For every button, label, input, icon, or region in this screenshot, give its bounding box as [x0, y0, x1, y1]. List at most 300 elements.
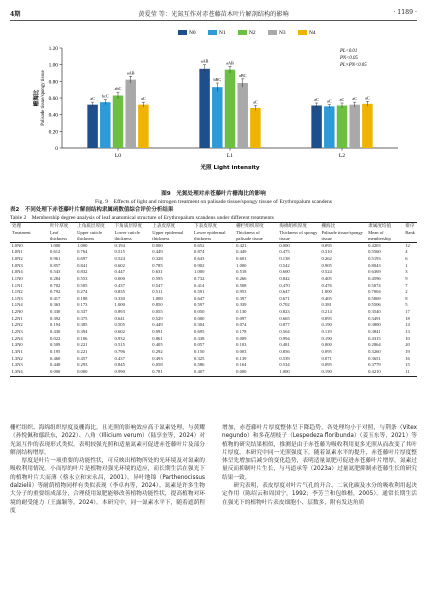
table-cell: L1N0 — [12, 275, 23, 281]
table-cell: 0.832 — [77, 269, 88, 275]
table-cell: 0.000 — [194, 315, 205, 321]
table-cell: 0.505 — [114, 322, 125, 328]
table-cell: 0.2864 — [368, 342, 381, 348]
table-cell: 9 — [405, 275, 408, 281]
body-column-left — [10, 424, 205, 515]
figure-caption-en: Fig. 9 Effects of light and nitrogen treatment on palisade tissue/spongy tissue of Erythropalum scandens — [95, 199, 332, 205]
table-header-8 — [319, 223, 366, 243]
legend-swatch — [178, 30, 187, 35]
table-header-en: Thickness of palisade tissue — [236, 229, 263, 241]
bar — [138, 105, 149, 148]
table-cell: 0.697 — [77, 255, 88, 261]
table-cell: 0.221 — [77, 342, 88, 348]
table-cell: 0.856 — [279, 349, 290, 355]
bar — [113, 96, 124, 149]
table-cell: 0.612 — [50, 249, 61, 255]
table-cell: 0.518 — [236, 269, 247, 275]
table-header-3 — [113, 223, 151, 243]
table-cell: 0.000 — [48, 369, 75, 376]
bar — [324, 106, 335, 148]
table-cell: 0.4203 — [368, 242, 381, 248]
table-cell: 1.000 — [77, 242, 88, 248]
table-cell: 0.543 — [50, 269, 61, 275]
table-cell: 3 — [405, 269, 408, 275]
legend-swatch — [238, 30, 247, 35]
table-cell: L2N2 — [12, 322, 23, 328]
table-row — [10, 362, 417, 369]
table-cell: 0.397 — [236, 295, 247, 301]
table-header-9 — [366, 223, 403, 243]
table-cell: 0.647 — [194, 295, 205, 301]
table-cell: 0.407 — [192, 369, 234, 376]
y-tick-label: 0.60 — [48, 96, 58, 102]
bar — [125, 80, 136, 148]
table-cell: L1N2 — [12, 289, 23, 295]
table-cell: 0.417 — [50, 295, 61, 301]
running-title: 黄爱莹 等：光氮互作对赤苍藤苗木叶片解剖结构的影响 — [138, 11, 289, 18]
significance-label: aC — [314, 97, 319, 102]
table-cell: 0.893 — [114, 309, 125, 315]
table-row — [10, 302, 417, 309]
table-cell: 0.643 — [194, 255, 205, 261]
table-cell: 0.022 — [50, 335, 61, 341]
table-cell: 0.339 — [236, 302, 247, 308]
table-cell: 0.325 — [194, 355, 205, 361]
table-cell: 0.524 — [321, 269, 332, 275]
table-header-en: Lower cuticle thickness — [114, 229, 140, 241]
y-tick-label: 0.20 — [48, 129, 58, 136]
table-cell: 7 — [405, 282, 408, 288]
legend-label: N1 — [219, 30, 226, 36]
table-cell: 0.509 — [50, 342, 61, 348]
table-cell: 0.447 — [114, 269, 125, 275]
bar — [199, 69, 210, 148]
body-column-right — [222, 424, 417, 507]
table-cell: 1 — [405, 262, 408, 268]
table-cell: 0.310 — [321, 249, 332, 255]
table-row — [10, 242, 417, 249]
table-cell: 0.449 — [152, 322, 163, 328]
legend-label: N0 — [189, 30, 196, 36]
table-cell: 0.266 — [236, 275, 247, 281]
table-cell: 0.138 — [279, 255, 290, 261]
table-cell: 0.665 — [279, 315, 290, 321]
table-cell: 0.475 — [279, 249, 290, 255]
table-cell: 0.7004 — [368, 289, 381, 295]
x-tick-label: L1 — [226, 153, 234, 159]
table-cell: L2N1 — [12, 315, 23, 321]
table-cell: 0.994 — [279, 335, 290, 341]
table-cell: 0.534 — [279, 362, 290, 368]
table-cell: 1.000 — [114, 302, 125, 308]
table-cell: 0.515 — [114, 249, 125, 255]
table-header-cn: 海绵组织厚度 — [279, 224, 307, 230]
table-header-en: Mean of membership — [368, 229, 391, 241]
table-cell: 0.702 — [50, 282, 61, 288]
table-row — [10, 356, 417, 363]
stats-annotation: PL×PN<0.05 — [340, 63, 367, 68]
table-cell: 8 — [405, 295, 408, 301]
table-header-1 — [48, 223, 75, 243]
table-header-cn: 叶片厚度 — [50, 224, 69, 230]
table-cell: 0.190 — [321, 335, 332, 341]
table-header-cn: 隶属度均值 — [368, 224, 392, 230]
significance-label: aC — [352, 96, 358, 102]
x-tick-label: L0 — [114, 153, 122, 159]
table-cell: 0.781 — [150, 369, 192, 376]
table-cell: 0.337 — [77, 309, 88, 315]
table-cell: 0.5506 — [368, 302, 381, 308]
table-cell: 0.5193 — [368, 255, 381, 261]
table-caption-cn: 表2 不同处理下赤苍藤叶片解剖结构隶属函数值综合评价分析结果 — [10, 207, 174, 213]
table-cell: 0.631 — [152, 269, 163, 275]
table-cell: 0.284 — [50, 275, 61, 281]
legend-label: N2 — [249, 30, 256, 36]
significance-label: bBC — [213, 77, 222, 82]
table-cell: 0.448 — [50, 362, 61, 368]
y-axis-label-cn: 栅海比 — [34, 89, 40, 107]
table-cell: 0.5560 — [368, 249, 381, 255]
table-cell: 0.414 — [194, 282, 205, 288]
table-cell: 0.173 — [77, 302, 88, 308]
table-cell: 0.460 — [50, 355, 61, 361]
figure-caption-cn: 图9 光氮处理对赤苍藤叶片栅海比的影响 — [161, 191, 266, 197]
table-cell: 0.481 — [279, 342, 290, 348]
table-header-cn: 排序 — [405, 224, 415, 230]
table-cell: L0N1 — [12, 249, 23, 255]
table-cell: 0.262 — [321, 255, 332, 261]
x-tick-label: L2 — [338, 153, 346, 159]
table-cell: L2N3 — [12, 329, 23, 335]
table-cell: 0.3651 — [368, 355, 381, 361]
table-cell: 0.990 — [113, 369, 151, 376]
table-cell: 0.119 — [321, 329, 332, 335]
table-cell: 0.785 — [152, 262, 163, 268]
table-row — [10, 342, 417, 349]
table-header-4 — [150, 223, 192, 243]
table-cell: 0.874 — [194, 249, 205, 255]
table-cell: 0.595 — [152, 275, 163, 281]
table-cell: 0.103 — [236, 342, 247, 348]
table-cell: 0.106 — [77, 335, 88, 341]
significance-label: aBC — [238, 72, 247, 78]
table-row — [10, 249, 417, 256]
table-cell: 0.835 — [114, 289, 125, 295]
table-cell: 0.671 — [279, 295, 290, 301]
table-row — [10, 256, 417, 263]
table-cell: 0.074 — [236, 322, 247, 328]
table-cell: 0.330 — [50, 309, 61, 315]
bar — [349, 105, 360, 148]
table-cell: 0.000 — [279, 242, 290, 248]
table-cell: 13 — [405, 329, 410, 335]
table-row — [10, 349, 417, 356]
table-cell: 1.000 — [236, 262, 247, 268]
table-cell: 0.845 — [114, 362, 125, 368]
table-cell: 0.508 — [236, 282, 247, 288]
table-cell: 0.961 — [50, 255, 61, 261]
table-cell: L2N0 — [12, 309, 23, 315]
table-cell: 0.405 — [152, 342, 163, 348]
significance-label: aC — [339, 97, 345, 102]
table-cell: 0.5074 — [368, 282, 381, 288]
table-header-cn: 栅海比 — [321, 224, 336, 230]
table-cell: 0.850 — [152, 302, 163, 308]
table-cell: 0.449 — [236, 249, 247, 255]
bar — [212, 87, 223, 148]
table-cell: 6 — [405, 255, 408, 261]
table-cell: 0.304 — [194, 322, 205, 328]
table-cell: 0.000 — [75, 369, 112, 376]
table-cell: 1.000 — [50, 242, 61, 248]
significance-label: aC — [365, 95, 370, 101]
table-cell: 0.3779 — [368, 362, 381, 368]
table-cell: 0.188 — [77, 295, 88, 301]
table-cell: 0.8043 — [368, 262, 381, 268]
table-cell: 0.4315 — [368, 335, 381, 341]
legend-swatch — [208, 30, 217, 35]
table-cell: 1.000 — [152, 295, 163, 301]
table-header-0 — [10, 223, 48, 243]
body-text-right: 增加，赤苍藤叶片厚度整体呈下降趋势，各处理均小于对照，与荆条（Vitex negundo）和多花胡枝子（Lespedeza floribunda）（姜玉东等，2021）等植物的研究结果相似，推测是由于赤苍藤为吸收利用更多光照从而改变了其叶片厚度。本研究中同一光照强度下，随着氮素水平的提升，赤苍藤叶片厚度整体呈先增加后减少的变化趋势，表明适量氮肥可促进赤苍藤叶片增厚，氮素过量反而抑制叶片生长，与马道承等（2023a）过量氮肥抑制赤苍藤生长的研究结果一致。 研究表明，表皮厚度对叶片气孔的开合、二氧化碳及水分的吸收利用起决定作用（陈绍云和周国宁，1992；李芳兰和包维楷，2005）。通常长期生活在强光下的植物叶片表皮细胞小、层数多，附有发达角质 — [222, 425, 417, 506]
table-cell: 5 — [405, 302, 408, 308]
table-cell: 0.539 — [279, 355, 290, 361]
table-cell: 1.000 — [194, 269, 205, 275]
table-cell: 16 — [405, 355, 410, 361]
table-cell: 0.194 — [114, 242, 125, 248]
y-tick-label: 1.20 — [48, 46, 58, 52]
header-rule — [10, 20, 417, 21]
table-cell: 0.003 — [236, 349, 247, 355]
table-cell: 0.381 — [321, 302, 332, 308]
significance-label: aAB — [126, 70, 135, 76]
stats-annotation: PN<0.05 — [340, 56, 358, 61]
table-cell: 0.905 — [321, 262, 332, 268]
significance-label: aC — [253, 99, 258, 105]
table-header-en: Treatment — [12, 229, 31, 235]
table-cell: 0.861 — [152, 335, 163, 341]
legend-swatch — [268, 30, 277, 35]
table-cell: 0.164 — [236, 362, 247, 368]
table-cell: 0.405 — [321, 275, 332, 281]
table-header-cn: 下表皮厚度 — [194, 224, 218, 230]
table-cell: 0.375 — [77, 315, 88, 321]
table-header-10 — [403, 223, 417, 243]
page-number: · 1189 · — [393, 9, 417, 16]
table-cell: 0.095 — [321, 362, 332, 368]
legend-label: N3 — [279, 30, 286, 36]
table-cell: 0.437 — [114, 355, 125, 361]
table-cell: 0.3260 — [368, 349, 381, 355]
table-cell: 0.6369 — [368, 269, 381, 275]
y-tick-label: 0 — [55, 146, 58, 152]
table-cell: 0.764 — [77, 249, 88, 255]
bar — [311, 106, 322, 149]
table-header-en: Rank — [405, 229, 415, 235]
table-cell: 0.057 — [194, 342, 205, 348]
table-header-cn: 栅栏组织厚度 — [236, 224, 264, 230]
table-cell: 0.505 — [77, 282, 88, 288]
table-cell: 0.841 — [77, 262, 88, 268]
table-cell: 0.363 — [50, 302, 61, 308]
table-cell: 0.3841 — [368, 329, 381, 335]
table-cell: 0.009 — [236, 335, 247, 341]
table-cell: 17 — [405, 309, 410, 315]
table-row — [10, 296, 417, 303]
table-cell: 0.130 — [236, 309, 247, 315]
bar — [337, 106, 348, 149]
table-cell: 0.000 — [234, 369, 277, 376]
table-body — [10, 242, 417, 376]
running-header — [10, 9, 417, 20]
table-cell: 0.430 — [50, 329, 61, 335]
table-row — [10, 283, 417, 290]
table-cell: L0N0 — [12, 242, 23, 248]
table-cell: 19 — [405, 349, 410, 355]
table-cell: 0.150 — [194, 349, 205, 355]
table-cell: L3N1 — [12, 349, 23, 355]
table-cell: 0.591 — [194, 289, 205, 295]
table-cell: 0.953 — [236, 289, 247, 295]
table-cell: 0.641 — [114, 315, 125, 321]
bar — [87, 105, 98, 148]
table-row — [10, 263, 417, 270]
table-cell: L0N3 — [12, 262, 23, 268]
table-header-en: Leaf thickness — [50, 229, 68, 241]
table-cell: L3N3 — [12, 362, 23, 368]
stats-annotation: PL<0.01 — [340, 49, 358, 54]
table-cell: L3N4 — [10, 369, 48, 376]
table-cell: 0.338 — [194, 335, 205, 341]
table-cell: 0.000 — [152, 242, 163, 248]
table-cell: 0.330 — [114, 295, 125, 301]
table-cell: 20 — [405, 342, 410, 348]
table-cell: 0.178 — [236, 329, 247, 335]
table-cell: 0.095 — [321, 349, 332, 355]
table-cell: 0.190 — [319, 369, 366, 376]
table-header-row — [10, 223, 417, 243]
table-header-2 — [75, 223, 112, 243]
table-cell: 0.547 — [152, 282, 163, 288]
bar-chart — [0, 22, 427, 194]
table-cell: 0.511 — [152, 289, 163, 295]
table-cell: 18 — [405, 315, 410, 321]
table-cell: L2N4 — [12, 335, 23, 341]
table-cell: 0.586 — [194, 362, 205, 368]
table-cell: 0.055 — [152, 309, 163, 315]
table-header-5 — [192, 223, 234, 243]
table-row — [10, 316, 417, 323]
table-header-en: Palisade tissue/spongy tissue — [321, 229, 363, 241]
legend-label: N4 — [309, 30, 316, 36]
table-cell: 0.392 — [50, 315, 61, 321]
significance-label: aC — [90, 96, 95, 102]
table-row — [10, 329, 417, 336]
table-cell: 0.602 — [114, 329, 125, 335]
table-header-6 — [234, 223, 277, 243]
table-cell: L0N2 — [12, 255, 23, 261]
table-cell: 0.792 — [50, 289, 61, 295]
table-cell: L1N3 — [12, 295, 23, 301]
table-cell: 0.602 — [114, 262, 125, 268]
significance-label: aC — [141, 96, 146, 102]
significance-label: bcC — [101, 93, 109, 99]
bar — [100, 102, 111, 148]
significance-label: aAB — [200, 58, 209, 64]
table-cell: 11 — [403, 369, 417, 376]
table-cell: 0.195 — [50, 349, 61, 355]
significance-label: abC — [114, 86, 122, 92]
table-cell: 0.3540 — [368, 309, 381, 315]
table-cell: 0.542 — [279, 262, 290, 268]
table-cell: 4 — [405, 249, 408, 255]
table-cell: 0.000 — [321, 342, 332, 348]
significance-label: aC — [326, 98, 332, 104]
table-cell: 15 — [405, 362, 410, 368]
table-cell: 0.842 — [279, 275, 290, 281]
table-cell: 0.091 — [152, 329, 163, 335]
table-cell: 0.529 — [152, 315, 163, 321]
table-cell: 0.405 — [321, 295, 332, 301]
table-cell: 0.3800 — [368, 322, 381, 328]
table-cell: 0.647 — [279, 289, 290, 295]
table-cell: 0.274 — [77, 289, 88, 295]
body-text-left: 栅栏组织、海绵组织厚度及栅海比，且光照的影响效应高于氮素处理，与黄耀（孙悦佩和鄢跃东，2022）、八角（Illicium verum）（陆享奎等，2024）对光氮互作的表现形式类似。表明较强光照和适量氮素可促进赤苍藤叶片及部分解剖结构增厚。 厚度是叶片一项重要的功能性状，可反映出植物所处的光环境及对氮素的吸收利用情况。小而厚的叶片是植物对强光环境的适应，而长期生活在强光下的植物叶片大而薄（蔡永立和宋永昌，2001）。异叶地锦（Parthenocissus dalzielii）等耐荫植物同样有类似表现（李卓冉等，2024）。氮素是许多生物大分子的重要组成部分，合理使用氮肥能够改善植物功能性状，提高植物对环境的耐受能力（王露颖等，2024）。本研究中，同一氮素水平下，随着遮荫程度 — [10, 425, 205, 514]
table-cell: 0.214 — [321, 309, 332, 315]
table-cell: 0.190 — [321, 322, 332, 328]
table-cell: 0.421 — [236, 242, 247, 248]
table-cell: 0.823 — [279, 309, 290, 315]
table-header-7 — [277, 223, 319, 243]
table-cell: L0N4 — [12, 269, 23, 275]
table-header-cn: 下角质层厚度 — [114, 224, 143, 230]
table-header-cn: 处理 — [12, 224, 22, 230]
table-cell: 0.449 — [152, 249, 163, 255]
table-cell: 0.394 — [77, 329, 88, 335]
table-cell: 0.652 — [194, 242, 205, 248]
table-cell: 0.437 — [114, 282, 125, 288]
table-cell: 1.000 — [321, 289, 332, 295]
table-header-cn: 上表皮厚度 — [152, 224, 176, 230]
y-tick-label: 0.40 — [48, 112, 58, 119]
table-cell: 0.000 — [114, 275, 125, 281]
table-cell: 0.328 — [152, 255, 163, 261]
table-cell: 0.515 — [114, 342, 125, 348]
table-row — [10, 276, 417, 283]
table-header-en: Upper epidermal thickness — [152, 229, 184, 241]
table-cell: 0.095 — [321, 242, 332, 248]
table-row — [10, 336, 417, 343]
table-cell: L3N2 — [12, 355, 23, 361]
table-cell: L1N4 — [12, 302, 23, 308]
legend-swatch — [298, 30, 307, 35]
table-row — [10, 309, 417, 316]
table-cell: 0.194 — [50, 322, 61, 328]
table-cell: 0.932 — [114, 335, 125, 341]
issue-number: 4期 — [10, 11, 21, 18]
y-tick-label: 0.80 — [48, 79, 58, 86]
table-cell: L3N0 — [12, 342, 23, 348]
table-header-en: Thickness of spongy tissue — [279, 229, 318, 241]
table-row — [10, 322, 417, 329]
table-cell: 12 — [405, 242, 410, 248]
table-cell: 0.732 — [194, 275, 205, 281]
table-row — [10, 269, 417, 276]
table-row — [10, 289, 417, 296]
bar — [362, 104, 373, 148]
table-header-cn: 上角质层厚度 — [77, 224, 105, 230]
x-axis-label: 光照 Light intensity — [200, 165, 260, 171]
